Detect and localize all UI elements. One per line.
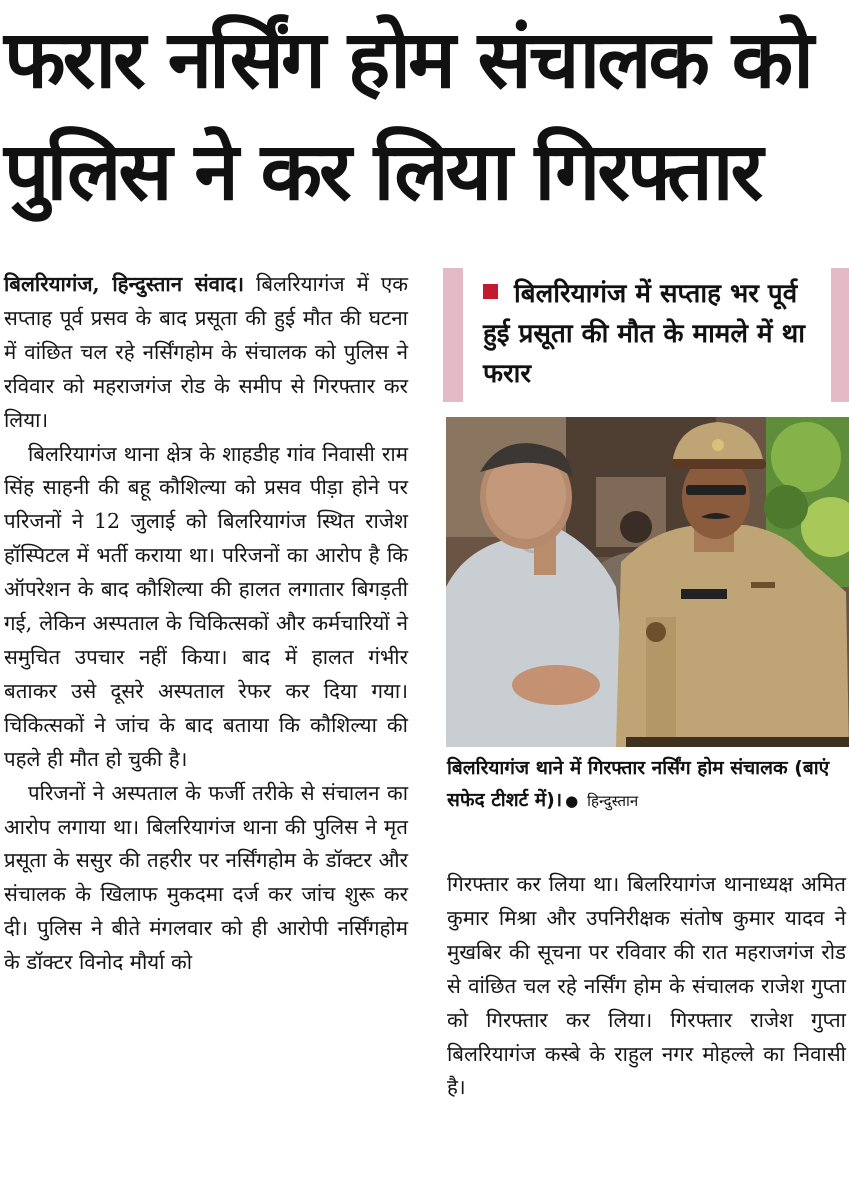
- highlight-text-block: [483, 274, 823, 394]
- article-paragraph-1-body: बिलरियागंज में एक सप्ताह पूर्व प्रसव के बाद प्रसूता की हुई मौत की घटना में वांछित चल रहे नर्सिंगहोम के संचालक को पुलिस ने रविवार को महराजगंज रोड के समीप से गिरफ्तार कर लिया।: [4, 272, 408, 432]
- headline-line-2: पुलिस ने कर लिया गिरफ्तार: [4, 125, 761, 218]
- news-photo: [446, 417, 849, 747]
- caption-text: बिलरियागंज थाने में गिरफ्तार नर्सिंग होम संचालक (बाएं सफेद टीशर्ट में)।: [447, 757, 830, 811]
- bullet-dot-icon: ●: [565, 792, 579, 810]
- article-paragraph-3: परिजनों ने अस्पताल के फर्जी तरीके से संचालन का आरोप लगाया था। बिलरियागंज थाना की पुलिस ने मृत प्रसूता के ससुर की तहरीर पर नर्सिंगहोम के डॉक्टर और संचालक के खिलाफ मुकदमा दर्ज कर जांच शुरू कर दी। पुलिस ने बीते मंगलवार को ही आरोपी नर्सिंगहोम के डॉक्टर विनोद मौर्या को: [4, 780, 408, 975]
- caption-credit: हिन्दुस्तान: [587, 792, 639, 810]
- photo-caption: [447, 752, 847, 817]
- headline: [4, 4, 845, 228]
- article-column-right: [447, 868, 846, 1105]
- article-paragraph-4: गिरफ्तार कर लिया था। बिलरियागंज थानाध्यक्ष अमित कुमार मिश्रा और उपनिरीक्षक संतोष कुमार यादव ने मुखबिर की सूचना पर रविवार की रात महराजगंज रोड से वांछित चल रहे नर्सिंग होम के संचालक राजेश गुप्ता को गिरफ्तार कर लिया। गिरफ्तार राजेश गुप्ता बिलरियागंज कस्बे के राहुल नगर मोहल्ले का निवासी है।: [447, 872, 846, 1100]
- news-photo-illustration: [446, 417, 849, 747]
- highlight-bar-left: [443, 268, 463, 402]
- highlight-bar-right: [831, 268, 849, 402]
- article-paragraph-2: बिलरियागंज थाना क्षेत्र के शाहडीह गांव निवासी राम सिंह साहनी की बहू कौशिल्या को प्रसव पीड़ा होने पर परिजनों ने 12 जुलाई को बिलरियागंज स्थित राजेश हॉस्पिटल में भर्ती कराया था। परिजनों का आरोप है कि ऑपरेशन के बाद कौशिल्या की हालत लगातार बिगड़ती गई, लेकिन अस्पताल के चिकित्सकों और कर्मचारियों ने समुचित उपचार नहीं किया। बाद में हालत गंभीर बताकर उसे दूसरे अस्पताल रेफर कर दिया गया। चिकित्सकों ने जांच के बाद बताया कि कौशिल्या की पहले ही मौत हो चुकी है।: [4, 441, 408, 771]
- highlight-text: बिलरियागंज में सप्ताह भर पूर्व हुई प्रसूता की मौत के मामले में था फरार: [483, 279, 805, 389]
- dateline: बिलरियागंज, हिन्दुस्तान संवाद।: [4, 272, 244, 296]
- article-paragraph-1: [4, 268, 408, 438]
- square-bullet-icon: [483, 284, 498, 299]
- highlight-box: [443, 268, 849, 402]
- headline-line-1: फरार नर्सिंग होम संचालक को: [4, 13, 811, 106]
- article-column-left: [4, 268, 408, 980]
